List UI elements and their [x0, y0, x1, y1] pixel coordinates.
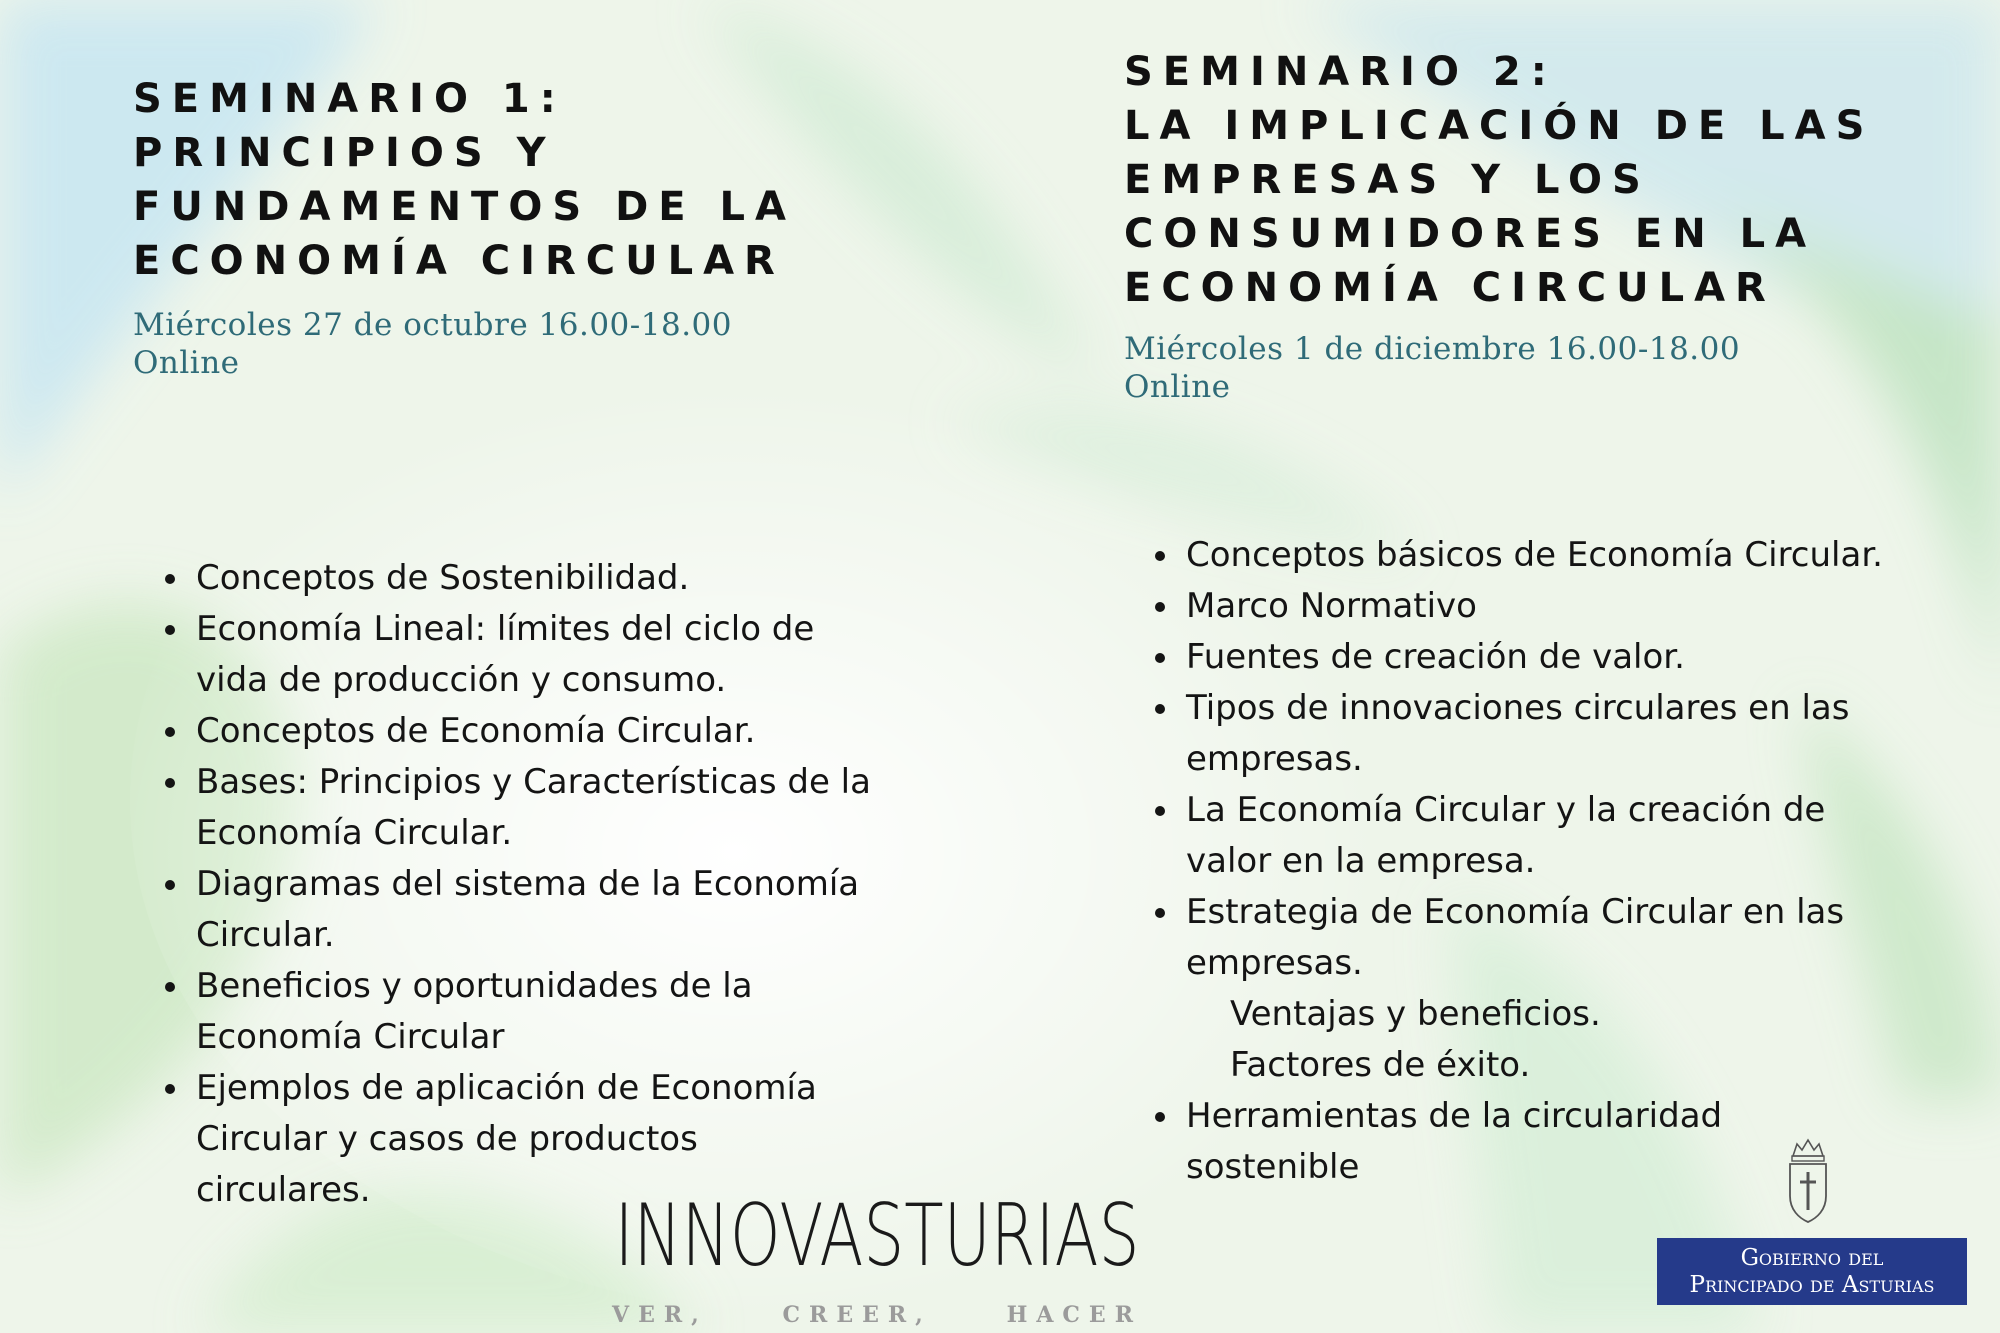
seminar-1-mode: Online — [133, 345, 240, 381]
asturias-coat-of-arms-icon — [1785, 1134, 1831, 1224]
seminar-1-date: Miércoles 27 de octubre 16.00-18.00 — [133, 307, 732, 343]
seminar-1-topic: Diagramas del sistema de la Economía Circular. — [133, 859, 873, 961]
seminar-1-topic: Economía Lineal: límites del ciclo de vida de producción y consumo. — [133, 604, 873, 706]
seminar-1-topic: Beneficios y oportunidades de la Economía Circular — [133, 961, 873, 1063]
seminar-1-title-line: FUNDAMENTOS DE LA — [133, 184, 796, 230]
innovasturias-logo-text: INNOVASTURIAS — [614, 1186, 1140, 1286]
tagline-word: HACER — [1006, 1302, 1142, 1328]
seminar-2-topic: Estrategia de Economía Circular en las empresas. — [1123, 887, 1903, 989]
seminar-2-title-line: LA IMPLICACIÓN DE LAS — [1124, 103, 1875, 149]
seminar-1-topic: Conceptos de Economía Circular. — [133, 706, 873, 757]
seminar-2-title — [1124, 45, 1874, 315]
seminar-2-topic: Marco Normativo — [1123, 581, 1903, 632]
seminar-2-title-line: CONSUMIDORES EN LA — [1124, 211, 1817, 257]
seminar-1-topic: Conceptos de Sostenibilidad. — [133, 553, 873, 604]
seminar-1-topic: Bases: Principios y Características de la Economía Circular. — [133, 757, 873, 859]
innovasturias-logo — [612, 1186, 1142, 1286]
seminar-2-topic: Tipos de innovaciones circulares en las empresas. — [1123, 683, 1903, 785]
seminar-2-mode: Online — [1124, 369, 1231, 405]
seminar-2-subtopic: Factores de éxito. — [1230, 1045, 1531, 1085]
seminar-1-title-line: SEMINARIO 1: — [133, 76, 566, 122]
seminar-2-title-line: SEMINARIO 2: — [1124, 49, 1557, 95]
seminar-2-schedule — [1124, 330, 1740, 406]
seminar-2-topic: Conceptos básicos de Economía Circular. — [1123, 530, 1903, 581]
seminar-2-title-line: ECONOMÍA CIRCULAR — [1124, 265, 1776, 311]
seminar-1-topics — [133, 553, 873, 1216]
seminar-2-topic: La Economía Circular y la creación de valor en la empresa. — [1123, 785, 1903, 887]
seminar-1-topic: Ejemplos de aplicación de Economía Circular y casos de productos circulares. — [133, 1063, 873, 1216]
government-line-2: Principado de Asturias — [1689, 1272, 1935, 1298]
seminar-1-title-line: ECONOMÍA CIRCULAR — [133, 238, 785, 284]
seminar-1-title — [133, 72, 796, 288]
seminar-2-topic: Herramientas de la circularidad sostenible — [1123, 1091, 1903, 1193]
government-badge — [1657, 1238, 1967, 1305]
seminar-2-subtopic: Ventajas y beneficios. — [1230, 994, 1601, 1034]
seminar-1-title-line: PRINCIPIOS Y — [133, 130, 556, 176]
seminar-2-topics — [1123, 530, 1903, 1193]
government-line-1: Gobierno del — [1740, 1245, 1884, 1271]
seminar-2-topic: Fuentes de creación de valor. — [1123, 632, 1903, 683]
seminar-2-date: Miércoles 1 de diciembre 16.00-18.00 — [1124, 331, 1741, 367]
seminar-2-title-line: EMPRESAS Y LOS — [1124, 157, 1651, 203]
brand-tagline — [612, 1302, 1142, 1328]
seminar-1-schedule — [133, 306, 732, 382]
tagline-word: VER, — [612, 1302, 708, 1328]
tagline-word: CREER, — [782, 1302, 932, 1328]
